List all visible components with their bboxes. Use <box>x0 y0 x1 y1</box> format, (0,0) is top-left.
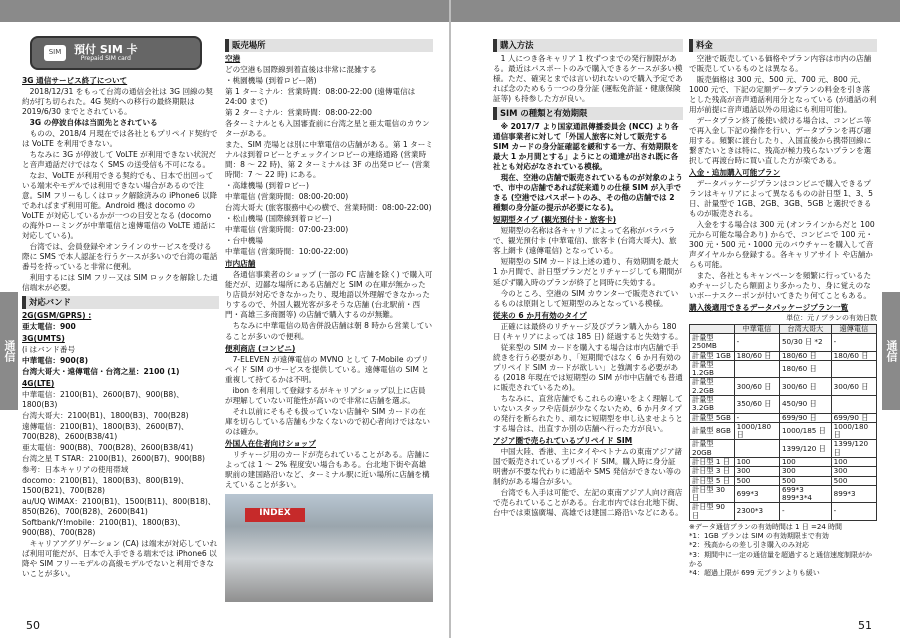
table-cell: 500 <box>779 476 831 485</box>
paragraph: それ以前にそもそも扱っていない店舗や SIM カードの在庫を切らしている店舗も少なくないので初心者向けではないのは確か。 <box>225 406 431 436</box>
text-line: docomo：2100(B1)、1800(B3)、800(B19)、1500(B21)、700(B28) <box>22 475 189 495</box>
table-cell: 計量型 250MB <box>690 334 735 352</box>
table-cell: 1399/120 日 <box>831 440 876 458</box>
paragraph: 正確には最終のリチャージ及びプラン購入から 180 日 (キャリアによっては 185 日) 経過すると失効する。 <box>493 321 683 341</box>
paragraph: 1 人につき各キャリア 1 枚ずつまでの発行制限がある。最近はパスポートのみで購入できるケースが多い模様。ただ、確実とまでは言い切れないので購入予定であれば念のためもう一つの身分証 (運転免許証・健康保険証等) も持参した方が良い。 <box>493 54 683 104</box>
text-line: au/UQ WiMAX：2100(B1)、1500(B11)、800(B18)、850(B26)、700(B28)、2600(B41) <box>22 496 216 516</box>
paragraph: 2018/12/31 をもって台湾の通信会社は 3G 回線の契約が打ち切られた。4G 契約への移行の最終期限は 2019/6/30 までとされている。 <box>22 87 213 117</box>
text-line: 第 1 ターミナル：営業時間：08:00-22:00 (遠傳電信は 24:00 まで) <box>225 87 416 107</box>
subheading: 空港 <box>225 54 241 64</box>
paragraph: 販売価格は 300 元、500 元、700 元、800 元、1000 元で、下記の定額データプランの料金を引き落とした残高が音声通話利用分となっている (が通話の利用が前提に音声通話以外の用途にも利用可能)。 <box>689 75 877 115</box>
table-cell: 350/60 日 <box>734 395 779 413</box>
table-cell: 450/90 日 <box>779 395 831 413</box>
left-header-bar <box>0 0 449 22</box>
table-row <box>690 395 877 413</box>
paragraph: 現在、空港の店舗で販売されているものが対象のようで、市中の店舗であれば従来通りの仕様 SIM が入手できる (空港ではパスポートのみ、その他の店舗では 2 種類の身分証の提示が必要になる)。 <box>493 173 683 213</box>
table-cell: - <box>831 334 876 352</box>
paragraph: 短期型の名称は各キャリアによって名称がバラバラで、観光預付卡 (中華電信)、旅客卡 (台湾大哥大)、旅客上網卡 (遠傳電信) となっている。 <box>493 226 677 256</box>
subheading: 2G(GSM/GPRS) : <box>22 311 92 321</box>
section-tab: 通信 <box>0 292 18 410</box>
left-page <box>0 22 449 638</box>
table-cell: 180/60 日 <box>779 360 831 378</box>
table-cell: - <box>734 413 779 422</box>
right-column-1 <box>493 36 683 519</box>
store-photo <box>225 494 433 602</box>
table-cell <box>831 395 876 413</box>
paragraph: データパッケージプランはコンビニで購入できるプランはキャリアによって異なるものの計日型 1、3、5 日、計量型で 1GB、2GB、3GB、5GB と選択できるものが販売される。 <box>689 179 873 219</box>
subheading: 3G(UMTS) <box>22 334 65 344</box>
table-cell <box>734 360 779 378</box>
text-line: ・高雄機場 (到着ロビー) <box>225 181 309 191</box>
text-line: ・松山機場 (国際線到着ロビー) <box>225 214 332 224</box>
table-cell: 計量型 1GB <box>690 351 735 360</box>
text-line: 各ターミナルとも入国審査前に台湾之星と亜太電信のカウンターがある。 <box>225 119 430 139</box>
table-cell: 計量型 2.2GB <box>690 378 735 396</box>
table-cell <box>831 360 876 378</box>
table-row <box>690 334 877 352</box>
subheading: 3G 通信サービス終了について <box>22 76 128 85</box>
paragraph: 従来型の SIM カードを購入する場合は市内店舗で手続きを行う必要があり、「短期間ではなく 6 か月有効のプリペイド SIM カードが欲しい」と強調する必要がある (2018 年現在では短期型の SIM が市中店舗でも普通に販売されているため)。 <box>493 342 683 392</box>
subheading: アジア圏で売られているプリペイド SIM <box>493 435 633 445</box>
paragraph: ちなみに 3G が停波して VoLTE が利用できない状況だと音声通話だけではなく SMS の送受信も不可になる。 <box>22 150 217 170</box>
table-note: *2：残高からの差し引き購入のみ対応 <box>689 541 809 550</box>
table-row <box>690 440 877 458</box>
text-line: 亜太電信：900(B8)、700(B28)、2600(B38/41) <box>22 442 194 452</box>
table-row <box>690 467 877 476</box>
table-note: *1：1GB プランは SIM の有効期限まで有効 <box>689 532 829 541</box>
right-column-2 <box>689 36 877 578</box>
table-header: 台湾大哥大 <box>779 324 831 333</box>
table-cell <box>734 440 779 458</box>
right-page <box>451 22 900 638</box>
page-number-right: 51 <box>858 619 872 632</box>
table-cell: - <box>831 503 876 521</box>
paragraph: なお、VoLTE が利用できる契約でも、日本で出回っている端末やモデルでは利用できない場合があるので注意。SIM フリーもしくはロック解除済みの iPhone6 以降であればまず利用可能。Android 機は docomo の VoLTE が対応しているかが一つの目安となる (docomo の海外ローミングが中華電信と遠傳電信の VoLTE 通話に対応している)。 <box>22 171 218 241</box>
paragraph: 短期型の SIM カードは上述の通り、有効期間を最大 1 か月間で、計日型プランだとリチャージしても期間が延びず購入時のプランが終了と同時に失効する。 <box>493 257 682 287</box>
paragraph: ibon を利用して登録するがキャリアショップ以上に店員が理解していない可能性が高いので非常に店舗を選ぶ。 <box>225 385 426 405</box>
table-cell: 計日型 90 日 <box>690 503 735 521</box>
table-cell: 300/60 日 <box>779 378 831 396</box>
table-cell: 300/60 日 <box>734 378 779 396</box>
bold-line: 中華電信：900(8) <box>22 356 89 366</box>
subheading: 市内店舗 <box>225 259 256 269</box>
subheading: 便利商店 (コンビニ) <box>225 343 296 353</box>
text-line: どの空港も国際線到着直後は非常に混雑する <box>225 65 377 75</box>
sim-card-icon: SIM <box>44 45 66 61</box>
table-cell: 180/60 日 <box>831 351 876 360</box>
text-line: 中華電信：2100(B1)、2600(B7)、900(B8)、1800(B3) <box>22 389 184 409</box>
paragraph: 今のところ、空港の SIM カウンターで販売されているものは原則として短期型のみとなっている模様。 <box>493 288 679 308</box>
subheading: 外国人在住者向けショップ <box>225 438 316 448</box>
text-line: (i はバンド番号 <box>22 345 76 355</box>
left-column-1 <box>22 36 219 580</box>
paragraph: 台湾でも入手は可能で、左記の東南アジア人向け商店で売られていることがある。台北市内では台北地下街、台中では東協廣場、高雄では建国二路沿いなどにある。 <box>493 487 683 517</box>
table-header: 遠傳電信 <box>831 324 876 333</box>
table-cell: 699/90 日 <box>831 413 876 422</box>
text-line: 第 2 ターミナル：営業時間：08:00-22:00 <box>225 108 372 118</box>
text-line: また、SIM 売場とは別に中華電信の店舗がある。第 1 ターミナルは到着ロビーとチェックインロビーの連絡通路 (営業時間：8 〜 22 時)、第 2 ターミナルは 3F の出発ロビー (営業時間：7 〜 22 時) にある。 <box>225 140 433 180</box>
text-line: 台湾大哥大：2100(B1)、1800(B3)、700(B28) <box>22 410 189 420</box>
paragraph: ちなみに、直営店舗でもこれらの違いをよく理解していないスタッフや店員が少なくないため、6 か月タイプの発行を断られたり、頑なに短期型を申し込ませようとする場合は、出直すか別の店舗へ行った方が良い。 <box>493 393 683 433</box>
paragraph: ちなみに中華電信の局舎併設店舗は朝 8 時から営業していることが多いので便利。 <box>225 321 433 341</box>
table-cell: 500 <box>734 476 779 485</box>
table-cell: 計日型 30 日 <box>690 485 735 503</box>
paragraph: 中国大陸、香港、主にタイやベトナムの東南アジア諸国で販売されているプリペイド SIM。購入時に身分証明書が不要な代わりに通話や SMS 発信ができない等の制約がある場合が多い。 <box>493 446 683 486</box>
table-cell: 300 <box>779 467 831 476</box>
right-header-bar <box>451 0 900 22</box>
paragraph: 利用するには SIM フリー又は SIM ロックを解除した通信端末が必要。 <box>22 273 218 293</box>
bold-line: 台湾大哥大・遠傳電信・台湾之星：2100 (1) <box>22 366 180 376</box>
section-tab: 通信 <box>882 292 900 410</box>
table-cell: 100 <box>734 457 779 466</box>
paragraph: 入金をする場合は 300 元 (オンラインからだと 100 元から可能な場合あり) からで、コンビニで 100 元・300 元・500 元・1000 元のバウチャーを購入して音声ダイヤルから登録する。各キャリアサイト や店舗からも可能。 <box>689 220 875 270</box>
left-column-2 <box>225 36 433 602</box>
table-cell: 100 <box>779 457 831 466</box>
section-heading: 料金 <box>689 39 877 52</box>
table-unit: 単位：元 / プランの有効日数 <box>786 314 877 323</box>
table-cell: 899*3 <box>831 485 876 503</box>
text-line: 中華電信 (営業時間：08:00-20:00) <box>225 192 349 202</box>
table-cell: 100 <box>831 457 876 466</box>
paragraph: リチャージ用のカードが売られていることがある。店舗によっては 1 〜 2% 程度安い場合もある。台北地下街や高雄駅前の建国路沿いなど、ターミナル駅に近い場所に店舗を構えていることが多い。 <box>225 449 430 489</box>
table-cell: 計量型 20GB <box>690 440 735 458</box>
store-sign: INDEX <box>245 508 305 522</box>
table-cell: - <box>734 334 779 352</box>
text-line: 中華電信 (営業時間：07:00-23:00) <box>225 225 349 235</box>
table-cell: 300/60 日 <box>831 378 876 396</box>
paragraph: 7-ELEVEN が遠傳電信の MVNO として 7-Mobile のプリペイド SIM のサービスを提供している。遠傳電信の SIM と重複して持てるかは不明。 <box>225 354 429 384</box>
paragraph: ※ 2017/7 より国家通訊傳播委員会 (NCC) より各通信事業者に対して「外国人旅客に対して販売する SIM カードの身分証確認を緩和する一方、有効期限を最大 1 か月間とする」ようにとの通達が出され既に各社とも対応がなされている模様。 <box>493 122 679 172</box>
table-note: ※データ通信プランの有効時間は 1 日 =24 時間 <box>689 522 842 531</box>
table-cell: 50/30 日 *2 <box>779 334 831 352</box>
text-line: Softbank/Y!mobile：2100(B1)、1800(B3)、900(B8)、700(B28) <box>22 517 186 537</box>
subheading: 入金・追加購入可能プラン <box>689 168 781 178</box>
table-cell: 1399/120 日 <box>779 440 831 458</box>
table-cell: 計日型 5 日 <box>690 476 735 485</box>
text-line: ・台中機場 <box>225 236 263 246</box>
table-cell: - <box>779 503 831 521</box>
text-line: 台湾大哥大 (旅客服務中心の横で、営業時間：08:00-22:00) <box>225 203 432 213</box>
table-note: *3：期間中に一定の通信量を超過すると通信速度制限がかかる <box>689 550 872 568</box>
paragraph: 各通信事業者のショップ (一部の FC 店舗を除く) で購入可能だが、辺鄙な場所にある店舗だと SIM の在庫が無かったり店員が対応できなかったり、現地語以外理解できなかったりするので、外国人観光客が多そうな店舗 (台北駅前・西門・高雄三多商圏等) の店舗で購入するのが無難。 <box>225 270 433 320</box>
table-cell: 300 <box>831 467 876 476</box>
table-cell: 180/60 日 <box>734 351 779 360</box>
plan-table <box>689 324 877 521</box>
table-cell: 2300*3 <box>734 503 779 521</box>
table-cell: 1000/180 日 <box>831 422 876 440</box>
paragraph: データプラン終了後使い続ける場合は、コンビニ等で再入金し下記の操作を行い、データプランを再び適用する。頻繁に渡台したり、入国直後から携帯回線に繋ぎたいときは特に、残高が極力残らないプランを選択して再渡台時に買い直した方が楽である。 <box>689 116 872 166</box>
section-heading: 対応バンド <box>22 296 219 309</box>
table-row <box>690 422 877 440</box>
table-cell: 500 <box>831 476 876 485</box>
prepaid-sim-badge <box>30 36 202 70</box>
text-line: ・桃園機場 (到着ロビー階) <box>225 76 317 86</box>
badge-title: 預付 SIM 卡 <box>74 42 138 56</box>
section-heading: SIM の種類と有効期限 <box>493 107 683 120</box>
text-line: 台湾之星 T STAR：2100(B1)、2600(B7)、900(B8) <box>22 453 206 463</box>
table-cell: 計量型 1.2GB <box>690 360 735 378</box>
text-line: 遠傳電信：2100(B1)、1800(B3)、2600(B7)、700(B28)、2600(B38/41) <box>22 421 189 441</box>
table-cell: 699*3 899*3*4 <box>779 485 831 503</box>
table-cell: 1000/180 日 <box>734 422 779 440</box>
table-row <box>690 503 877 521</box>
text-line: 参考：日本キャリアの使用帯域 <box>22 464 129 474</box>
table-cell: 計量型 8GB <box>690 422 735 440</box>
page-number-left: 50 <box>26 619 40 632</box>
subheading: 購入後適用できるデータパッケージプラン一覧 <box>689 303 849 313</box>
badge-subtitle: Prepaid SIM card <box>80 54 131 62</box>
paragraph: また、各社ともキャンペーンを頻繁に行っているためチャージしたら額面より多かったり、身に覚えのないボーナスクーポンが付いてきたり何てこともある。 <box>689 271 872 301</box>
table-row <box>690 351 877 360</box>
section-heading: 販売場所 <box>225 39 433 52</box>
section-heading: 購入方法 <box>493 39 683 52</box>
text-line: 中華電信 (営業時間：10:00-22:00) <box>225 247 349 257</box>
paragraph: 空港で販売している価格やプラン内容は市内の店舗で販売しているものとは異なる。 <box>689 54 872 74</box>
paragraph: キャリアアグリゲーション (CA) は端末が対応していれば利用可能だが、日本で入手できる端末では iPhone6 以降や SIM フリーモデルの高級モデルでないと利用できないことが多い。 <box>22 538 218 578</box>
table-header: 中華電信 <box>734 324 779 333</box>
paragraph: 台湾では、会員登録やオンラインのサービスを受ける際に SMS で本人認証を行うケースが多いので台湾の電話番号を持っていると非常に便利。 <box>22 242 218 272</box>
table-row <box>690 413 877 422</box>
table-cell: 計量型 3.2GB <box>690 395 735 413</box>
table-row <box>690 476 877 485</box>
table-row <box>690 485 877 503</box>
table-cell: 699/90 日 <box>779 413 831 422</box>
table-cell: 計日型 1 日 <box>690 457 735 466</box>
paragraph: 3G の停波自体は当面先とされている <box>29 118 158 128</box>
table-row <box>690 360 877 378</box>
table-cell: 180/60 日 <box>779 351 831 360</box>
table-cell: 699*3 <box>734 485 779 503</box>
table-cell: 300 <box>734 467 779 476</box>
table-cell: 1000/185 日 <box>779 422 831 440</box>
table-cell: 計量型 5GB <box>690 413 735 422</box>
subheading: 4G(LTE) <box>22 378 55 388</box>
bold-line: 亜太電信：900 <box>22 322 76 332</box>
paragraph: ものの、2018/4 月現在では各社ともプリペイド契約では VoLTE を利用できない。 <box>22 129 218 149</box>
table-cell: 計日型 3 日 <box>690 467 735 476</box>
subheading: 短期型タイプ (観光預付卡・旅客卡) <box>493 215 617 225</box>
table-row <box>690 378 877 396</box>
subheading: 従来の 6 か月有効のタイプ <box>493 310 587 320</box>
table-note: *4：超過上限が 699 元プランよりも緩い <box>689 569 820 578</box>
